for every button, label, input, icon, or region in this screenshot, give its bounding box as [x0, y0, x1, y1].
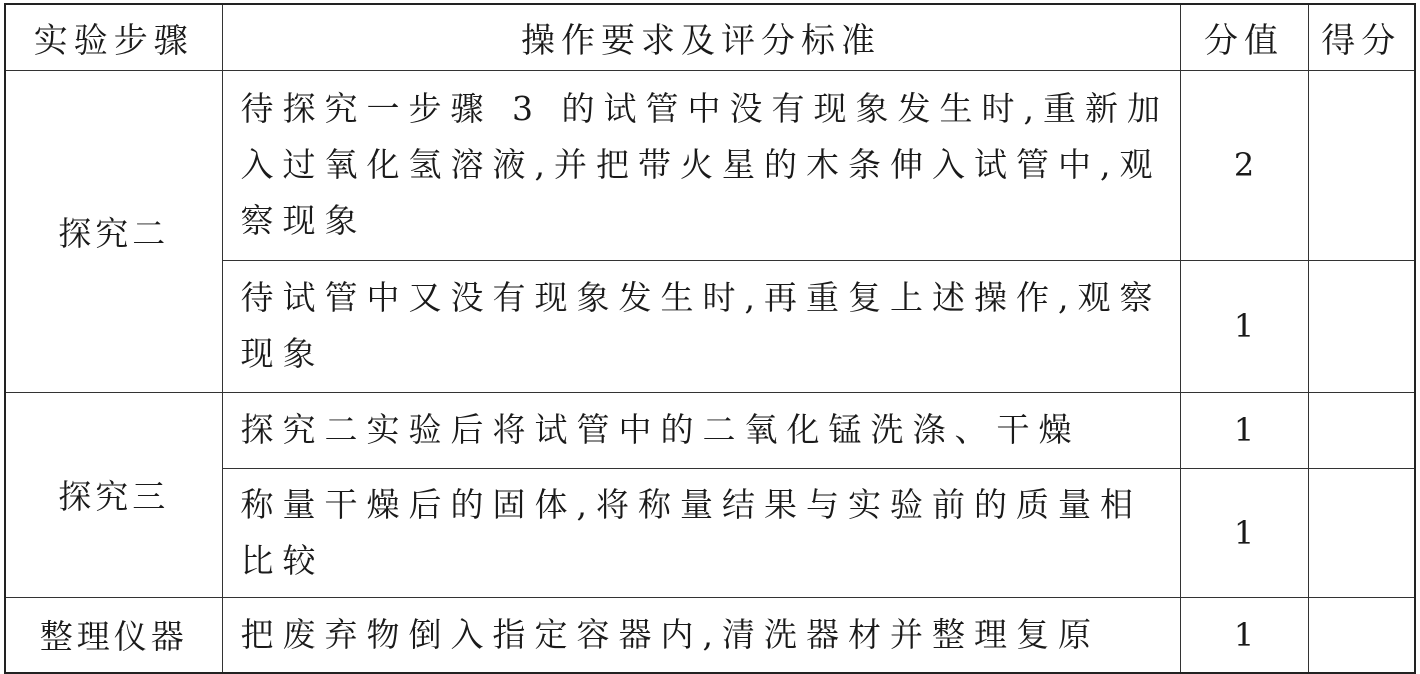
header-row	[5, 4, 1415, 70]
score-cell: 1	[1180, 468, 1308, 597]
table-row	[5, 392, 1415, 468]
score-cell: 1	[1180, 392, 1308, 468]
requirement-cell: 探究二实验后将试管中的二氧化锰洗涤、干燥	[222, 392, 1180, 468]
requirement-cell: 待探究一步骤 3 的试管中没有现象发生时,重新加入过氧化氢溶液,并把带火星的木条伸入试管中,观察现象	[222, 70, 1180, 260]
score-cell: 1	[1180, 260, 1308, 392]
earned-cell	[1308, 70, 1415, 260]
header-requirement: 操作要求及评分标准	[222, 4, 1180, 70]
requirement-cell: 把废弃物倒入指定容器内,清洗器材并整理复原	[222, 597, 1180, 673]
earned-cell	[1308, 392, 1415, 468]
header-step: 实验步骤	[5, 4, 222, 70]
earned-cell	[1308, 260, 1415, 392]
requirement-cell: 待试管中又没有现象发生时,再重复上述操作,观察现象	[222, 260, 1180, 392]
header-score: 分值	[1180, 4, 1308, 70]
requirement-cell: 称量干燥后的固体,将称量结果与实验前的质量相比较	[222, 468, 1180, 597]
scoring-table	[4, 3, 1416, 674]
score-cell: 1	[1180, 597, 1308, 673]
step-cell-explore-3: 探究三	[5, 392, 222, 597]
header-earned: 得分	[1308, 4, 1415, 70]
earned-cell	[1308, 468, 1415, 597]
earned-cell	[1308, 597, 1415, 673]
score-cell: 2	[1180, 70, 1308, 260]
table-row	[5, 70, 1415, 260]
step-cell-explore-2: 探究二	[5, 70, 222, 392]
step-cell-tidy: 整理仪器	[5, 597, 222, 673]
table-row	[5, 597, 1415, 673]
